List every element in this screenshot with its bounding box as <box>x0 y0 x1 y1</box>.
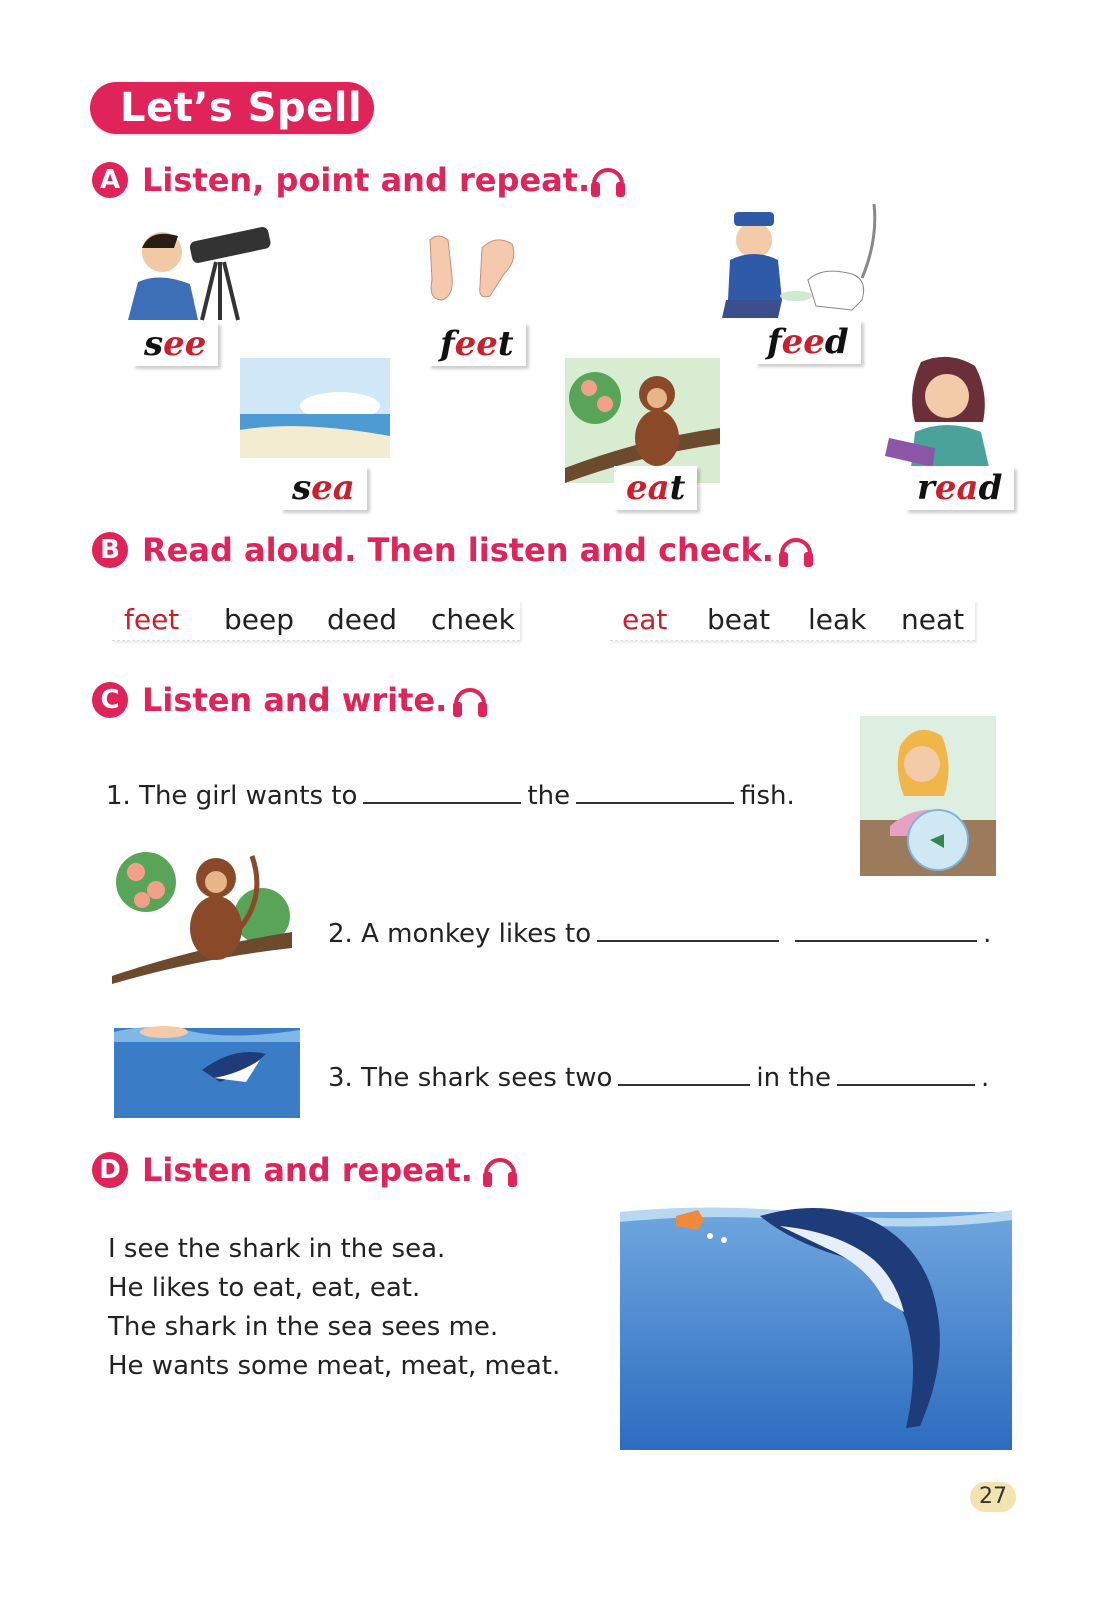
word-card-read: read <box>905 466 1014 510</box>
monkey-peach-tree-illustration <box>112 836 292 984</box>
word-card-eat: eat <box>614 466 697 510</box>
section-c-heading: Listen and write. <box>142 681 448 719</box>
section-a-heading: Listen, point and repeat. <box>142 161 591 199</box>
page-title: Let’s Spell <box>120 85 363 131</box>
poem-line: I see the shark in the sea. <box>108 1234 446 1264</box>
section-b-heading: Read aloud. Then listen and check. <box>142 531 774 569</box>
word-beep: beep <box>224 603 294 636</box>
word-beat: beat <box>707 603 771 636</box>
section-d-badge: D <box>92 1152 128 1188</box>
section-b-badge: B <box>92 532 128 568</box>
monkey-tree-illustration <box>565 358 720 483</box>
girl-fishbowl-illustration <box>860 716 996 876</box>
word-card-feed: feed <box>755 320 861 364</box>
girl-reading-illustration <box>885 352 1003 467</box>
word-card-feet: feet <box>428 322 526 366</box>
answer-blank[interactable] <box>795 916 977 942</box>
poem-line: The shark in the sea sees me. <box>108 1312 499 1342</box>
boy-feeding-cat-illustration <box>712 200 882 325</box>
headphones-icon[interactable] <box>588 160 628 200</box>
boy-telescope-illustration <box>120 222 275 322</box>
word-cheek: cheek <box>431 603 515 636</box>
word-feet: feet <box>124 603 180 636</box>
answer-blank[interactable] <box>837 1060 975 1086</box>
poem <box>108 1230 560 1386</box>
section-d-heading: Listen and repeat. <box>142 1151 473 1189</box>
shark-sea-illustration <box>620 1196 1012 1450</box>
shark-swimmers-illustration <box>114 1018 300 1118</box>
question-1: 1. The girl wants to the fish. <box>106 778 795 814</box>
sea-beach-illustration <box>240 358 390 458</box>
question-3: 3. The shark sees two in the . <box>328 1060 989 1096</box>
question-2: 2. A monkey likes to . <box>328 916 991 952</box>
headphones-icon[interactable] <box>450 680 490 720</box>
word-leak: leak <box>808 603 867 636</box>
section-c-badge: C <box>92 682 128 718</box>
headphones-icon[interactable] <box>480 1150 520 1190</box>
answer-blank[interactable] <box>597 916 779 942</box>
feet-illustration <box>420 230 525 305</box>
page-number: 27 <box>970 1482 1016 1512</box>
word-card-sea: sea <box>280 466 367 510</box>
word-deed: deed <box>327 603 397 636</box>
answer-blank[interactable] <box>618 1060 750 1086</box>
word-eat: eat <box>622 603 668 636</box>
word-neat: neat <box>901 603 965 636</box>
word-card-see: see <box>132 322 218 366</box>
headphones-icon[interactable] <box>776 530 816 570</box>
answer-blank[interactable] <box>363 778 521 804</box>
section-a-badge: A <box>92 162 128 198</box>
poem-line: He wants some meat, meat, meat. <box>108 1351 561 1381</box>
poem-line: He likes to eat, eat, eat. <box>108 1273 421 1303</box>
answer-blank[interactable] <box>576 778 734 804</box>
